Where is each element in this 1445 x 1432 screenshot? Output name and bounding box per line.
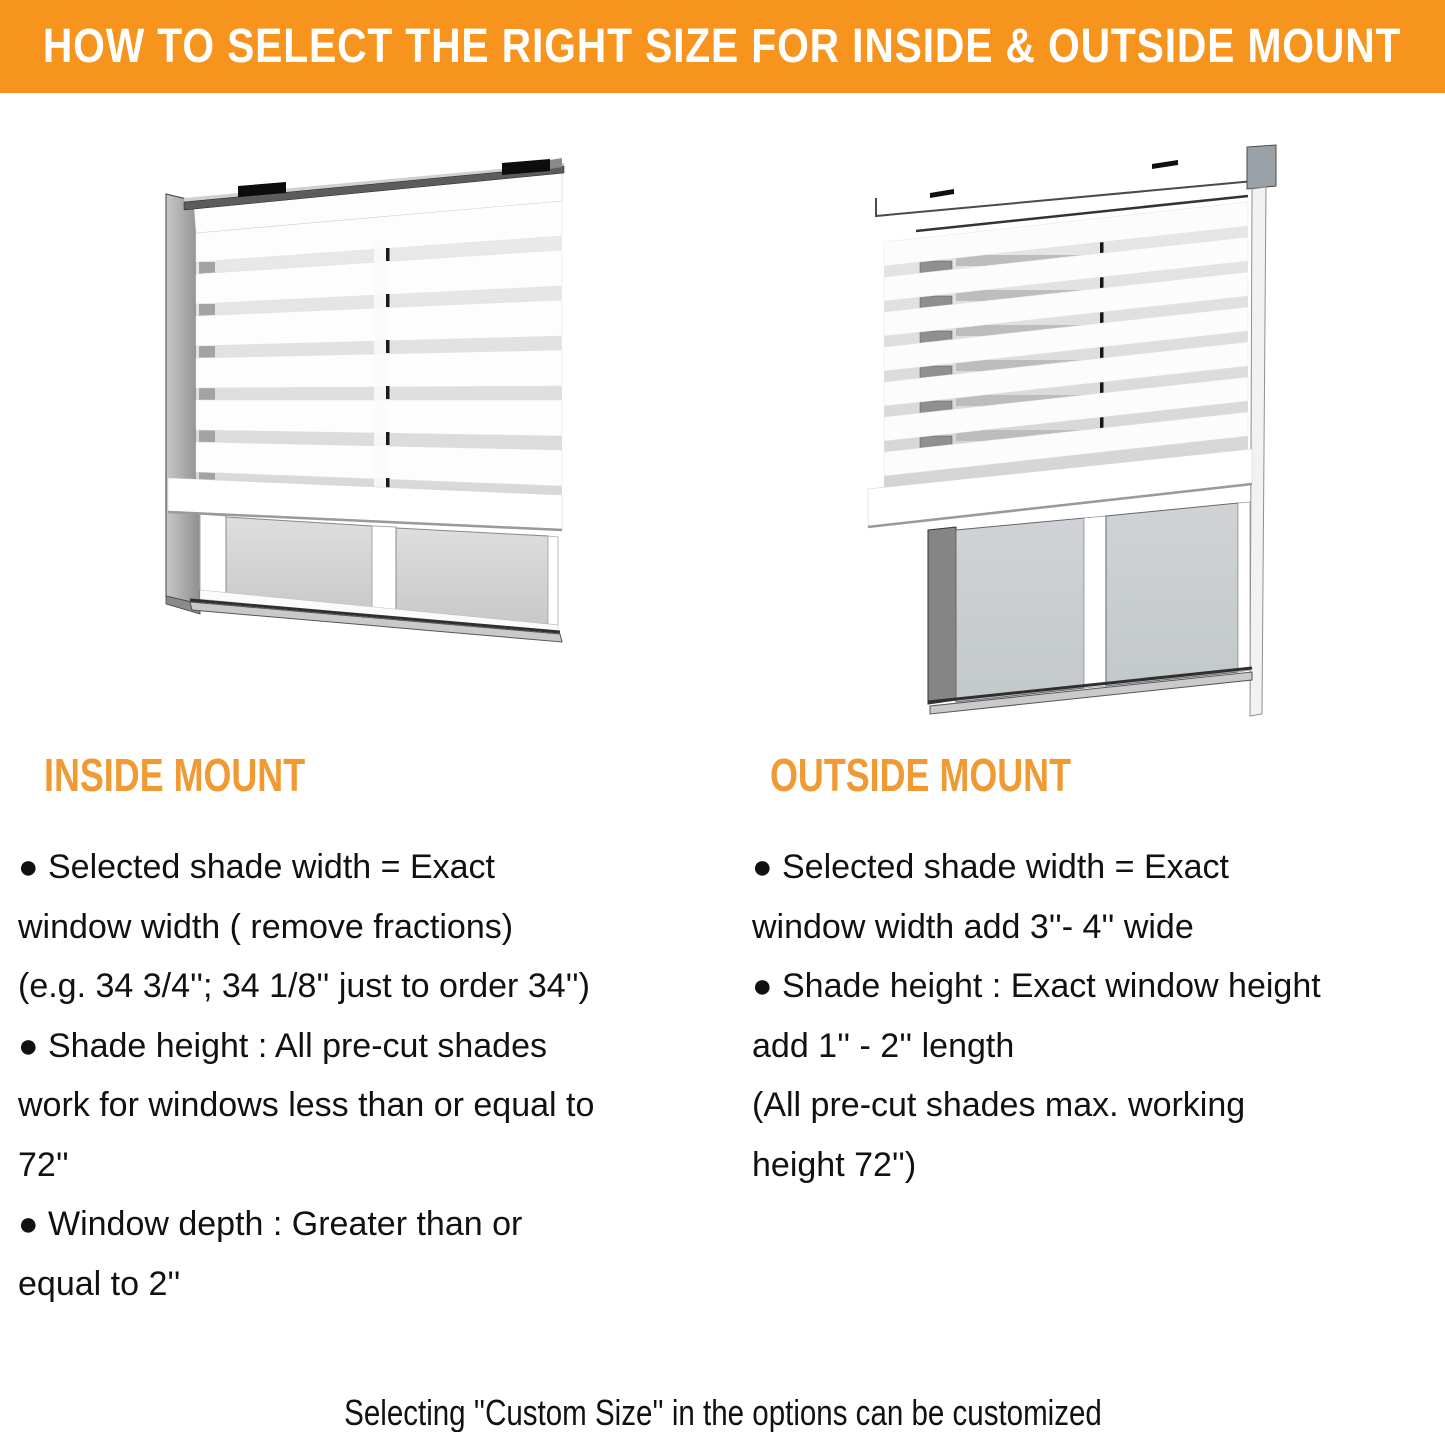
window-frame-jamb [166,194,200,614]
instruction-line: add 1'' - 2'' length [752,1026,1015,1065]
outside-mount-instructions [752,838,1432,1195]
banner [0,0,1445,93]
zebra-shade [194,172,562,498]
instruction-line: ● Window depth : Greater than or [18,1205,523,1243]
instruction-line: window width add 3''- 4'' wide [752,907,1194,946]
inside-mount-heading-text: INSIDE MOUNT [44,749,306,801]
instruction-line: height 72'') [752,1145,917,1184]
instruction-line: window width ( remove fractions) [18,907,514,946]
instruction-line: ● Selected shade width = Exact [18,848,495,886]
mounting-bracket [1247,145,1276,189]
instruction-line: work for windows less than or equal to [18,1086,595,1124]
instruction-line: ● Shade height : All pre-cut shades [18,1026,547,1065]
inside-mount-heading [44,748,379,802]
inside-mount-instructions [18,838,718,1314]
instruction-line: ● Shade height : Exact window height [752,967,1321,1005]
instruction-line: (e.g. 34 3/4''; 34 1/8'' just to order 34'') [18,967,590,1005]
screw-mark [1152,160,1178,169]
footer-note-text: Selecting ''Custom Size'' in the options can be customized [343,1392,1102,1432]
outside-mount-illustration [850,140,1310,740]
instruction-line: (All pre-cut shades max. working [752,1086,1246,1124]
instruction-line: ● Selected shade width = Exact [752,848,1229,886]
side-channel [1250,187,1266,716]
instruction-line: equal to 2'' [18,1264,181,1303]
window-glass-lower [190,514,562,642]
outside-mount-heading-text: OUTSIDE MOUNT [770,749,1071,801]
window-glass-lower [928,502,1252,714]
banner-title: HOW TO SELECT THE RIGHT SIZE FOR INSIDE & OUTSIDE MOUNT [43,20,1402,73]
footer-note [0,1392,1445,1432]
inside-mount-illustration [140,140,660,700]
screw-mark [930,189,954,198]
outside-mount-heading [770,748,1156,802]
zebra-shade [884,202,1248,489]
shade-center-seam [374,240,387,488]
instruction-line: 72'' [18,1145,69,1184]
